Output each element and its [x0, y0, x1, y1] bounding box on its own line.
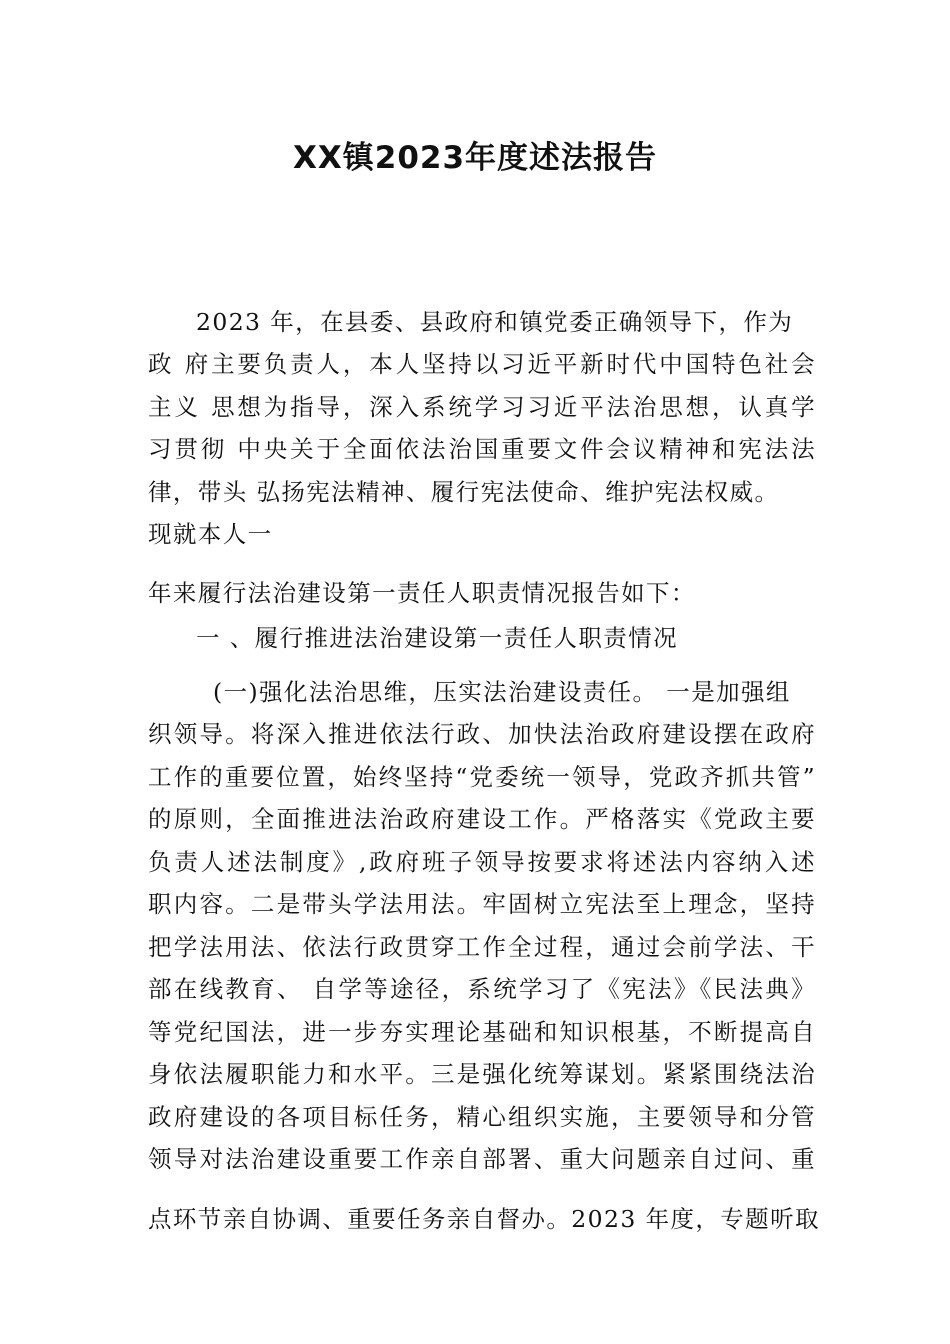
paragraph-line: 身依法履职能力和水平。三是强化统筹谋划。紧紧围绕法治: [148, 1060, 816, 1088]
paragraph-line: (一)强化法治思维，压实法治建设责任。 一是加强组: [213, 678, 791, 706]
paragraph-line: 2023 年，在县委、县政府和镇党委正确领导下，作为: [196, 308, 794, 336]
paragraph-line: 工作的重要位置，始终坚持“党委统一领导，党政齐抓共管”: [148, 763, 816, 791]
paragraph-line: 的原则，全面推进法治政府建设工作。严格落实《党政主要: [148, 805, 816, 833]
paragraph-line: 织领导。将深入推进依法行政、加快法治政府建设摆在政府: [148, 720, 816, 748]
paragraph-line: 等党纪国法，进一步夯实理论基础和知识根基，不断提高自: [148, 1018, 816, 1046]
paragraph-line: 律，带头 弘扬宪法精神、履行宪法使命、维护宪法权威。: [148, 478, 780, 506]
paragraph-line: 职内容。二是带头学法用法。牢固树立宪法至上理念，坚持: [148, 890, 816, 918]
paragraph-line: 政 府主要负责人，本人坚持以习近平新时代中国特色社会: [148, 350, 816, 378]
paragraph-line: 部在线教育、 自学等途径，系统学习了《宪法》《民法典》: [148, 975, 816, 1003]
paragraph-line: 负责人述法制度》,政府班子领导按要求将述法内容纳入述: [148, 848, 816, 876]
paragraph-line: 领导对法治建设重要工作亲自部署、重大问题亲自过问、重: [148, 1145, 816, 1173]
paragraph-line: 把学法用法、依法行政贯穿工作全过程，通过会前学法、干: [148, 933, 816, 961]
paragraph-line: 习贯彻 中央关于全面依法治国重要文件会议精神和宪法法: [148, 435, 816, 463]
paragraph-line: 年来履行法治建设第一责任人职责情况报告如下：: [148, 579, 696, 607]
page-title: XX镇2023年度述法报告: [292, 140, 658, 176]
paragraph-line: 主义 思想为指导，深入系统学习习近平法治思想，认真学: [148, 393, 816, 421]
paragraph-line: 现就本人一: [148, 520, 273, 548]
paragraph-line: 政府建设的各项目标任务，精心组织实施，主要领导和分管: [148, 1103, 816, 1131]
section-heading: 一 、履行推进法治建设第一责任人职责情况: [196, 624, 678, 652]
paragraph-line: 点环节亲自协调、重要任务亲自督办。2023 年度，专题听取: [148, 1205, 820, 1233]
